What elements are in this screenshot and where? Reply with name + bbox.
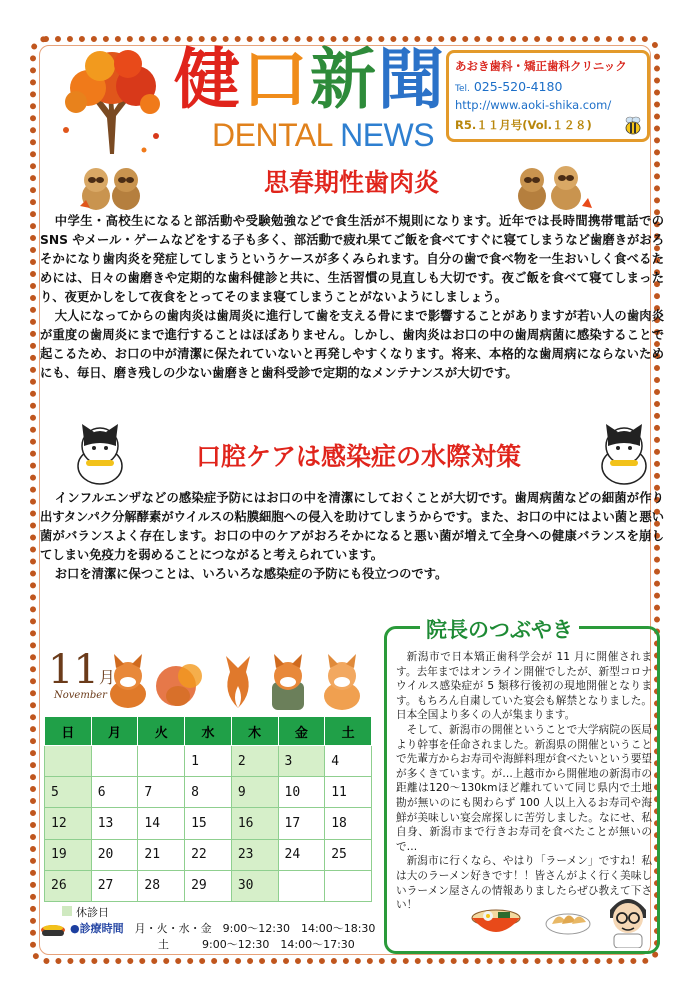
title-char-4: 聞	[378, 41, 446, 118]
title-char-1: 健	[174, 41, 242, 118]
calendar-day-cell: 26	[45, 870, 92, 901]
closed-day-legend-swatch	[62, 906, 72, 916]
ramen-bowl-illustration	[470, 898, 522, 944]
section2-paragraph: お口を清潔に保つことは、いろいろな感染症の予防にも役立つのです。	[54, 567, 448, 581]
tel-number: 025-520-4180	[473, 79, 563, 94]
calendar-month-word: November	[54, 690, 107, 701]
title-char-2: 口	[242, 41, 310, 118]
director-paragraph: 新潟市に行くなら、やはり「ラーメン」ですね！私は大のラーメン好きです！！皆さんがよく行く美味しいラーメン屋さんの情報ありましたらぜひ教えて下さい！	[396, 855, 652, 912]
section2-body	[40, 489, 664, 584]
weekday-mon: 月	[91, 717, 138, 746]
calendar-day-cell: 7	[138, 777, 185, 808]
hours-saturday-value: 土 9:00～12:30 14:00～17:30	[158, 938, 355, 951]
calendar-day-cell: 25	[325, 839, 372, 870]
calendar-day-cell: 30	[231, 870, 278, 901]
director-paragraph: 新潟市で日本矯正歯科学会が 11 月に開催されます。去年まではオンライン開催でしたが、新型コロナウイルス感染症が 5 類移行後初の現地開催となります。もちろん自粛していた宴会も解禁となりました。日本全国より多くの人が集まります。	[396, 651, 652, 722]
weekday-sat: 土	[325, 717, 372, 746]
calendar-day-cell: 17	[278, 808, 325, 839]
calendar-day-cell	[138, 746, 185, 777]
weekday-fri: 金	[278, 717, 325, 746]
weekday-thu: 木	[231, 717, 278, 746]
newsletter-title	[174, 40, 446, 120]
calendar-day-cell	[91, 746, 138, 777]
calendar-weekday-row	[45, 717, 372, 746]
calendar-day-cell	[278, 870, 325, 901]
tanuki-right-illustration	[512, 162, 594, 212]
director-paragraph: そして、新潟市の開催ということで大学病院の医局より幹事を任命されました。新潟県の開催ということで先輩方からお寿司や海鮮料理が食べたいという要望が多くきています。が…上越市から開催地の新潟市の距離は120～130kmほど離れていて同じ県内で土地勘が無いのにも関わらず 100 人以上入るお寿司や海鮮が美味しい宴会席探しに苦労しました。なにせ、私自身、新潟市まで行きお寿司を食べたことが無いので…	[396, 723, 652, 853]
calendar-week-row	[45, 808, 372, 839]
calendar-day-cell: 20	[91, 839, 138, 870]
clinic-phone	[455, 79, 641, 94]
clinic-name: あおき歯科・矯正歯科クリニック	[455, 59, 627, 73]
calendar-day-cell: 27	[91, 870, 138, 901]
autumn-tree-illustration	[52, 46, 172, 156]
month-suffix: 月	[98, 668, 115, 687]
calendar-day-cell: 13	[91, 808, 138, 839]
calendar-day-cell: 24	[278, 839, 325, 870]
calendar-day-cell	[45, 746, 92, 777]
weekday-wed: 水	[185, 717, 232, 746]
calendar-week-row	[45, 839, 372, 870]
calendar-day-cell: 9	[231, 777, 278, 808]
bee-icon	[622, 114, 644, 136]
dentist-caricature-illustration	[604, 888, 652, 948]
calendar-day-cell: 23	[231, 839, 278, 870]
calendar-day-cell: 12	[45, 808, 92, 839]
calendar-day-cell	[325, 870, 372, 901]
title-char-3: 新	[310, 41, 378, 118]
calendar-day-cell: 29	[185, 870, 232, 901]
calendar-week-row	[45, 777, 372, 808]
cat-right-illustration	[588, 420, 660, 486]
dental-word: DENTAL	[212, 117, 341, 153]
calendar-day-cell: 6	[91, 777, 138, 808]
calendar-day-cell: 1	[185, 746, 232, 777]
director-column-body	[396, 650, 652, 913]
calendar-day-cell: 21	[138, 839, 185, 870]
calendar-day-cell: 18	[325, 808, 372, 839]
calendar-table	[44, 716, 372, 902]
calendar-week-row	[45, 746, 372, 777]
hours-weekday-value: 月・火・水・金 9:00～12:30 14:00～18:30	[134, 922, 376, 935]
section1-paragraph: 大人になってからの歯肉炎は歯周炎に進行して歯を支える骨にまで影響することがありますが若い人の歯肉炎が重度の歯周炎にまで進行することはほぼありません。しかし、歯肉炎はお口の中の歯周病菌に感染することで起こるため、お口の中が清潔に保たれていないと再発しやすくなります。将来、本格的な歯周病にならないためにも、毎日、磨き残しの少ない歯磨きと歯科受診で定期的なメンテナンスが大切です。	[40, 309, 664, 380]
calendar-day-cell: 22	[185, 839, 232, 870]
section2-title: 口腔ケアは感染症の水際対策	[196, 442, 522, 471]
calendar-day-cell: 3	[278, 746, 325, 777]
calendar-day-cell: 28	[138, 870, 185, 901]
hot-pot-icon	[40, 918, 66, 940]
section1-paragraph: 中学生・高校生になると部活動や受験勉強などで食生活が不規則になります。近年では長時間携帯電話での SNS やメール・ゲームなどをする子も多く、部活動で疲れ果てご飯を食べてすぐに寝てしまうなど歯磨きがおろそかになり歯肉炎を発症してしまうというケースが多くみられます。自分の歯で食べ物を一生おいしく食べるためには、日々の歯磨きや定期的な歯科健診と共に、生活習慣の見直しも大切です。夜ご飯を食べて寝てしまったり、夜更かしをして夜食をとってそのまま寝てしまうことがないようにしましょう。	[40, 214, 664, 304]
issue-number: R5.１１月号(Vol.１２８)	[455, 118, 592, 132]
calendar-day-cell: 10	[278, 777, 325, 808]
hours-saturday	[70, 936, 355, 952]
dental-news-title	[212, 118, 434, 152]
calendar-week-row	[45, 870, 372, 901]
director-column-title: 院長のつぶやき	[420, 614, 579, 644]
tel-label: Tel.	[455, 84, 470, 94]
calendar-day-cell: 19	[45, 839, 92, 870]
section1-body	[40, 212, 664, 383]
hours-weekdays	[70, 920, 375, 936]
calendar-day-cell: 2	[231, 746, 278, 777]
cat-left-illustration	[64, 420, 136, 486]
section2-paragraph: インフルエンザなどの感染症予防にはお口の中を清潔にしておくことが大切です。歯周病菌などの細菌が作り出すタンパク分解酵素がウイルスの粘膜細胞への侵入を助けてしまうからです。また、お口の中にはよい菌と悪い菌がバランスよく存在します。お口の中のケアがおろそかになると悪い菌が増えて全身への健康バランスを崩してしまい免疫力を弱めることにつながると考えられています。	[40, 491, 664, 562]
hours-label: ●診療時間	[70, 922, 124, 935]
clinic-url[interactable]: http://www.aoki-shika.com/	[455, 98, 612, 112]
calendar-day-cell: 11	[325, 777, 372, 808]
calendar-day-cell: 15	[185, 808, 232, 839]
month-number: 11	[48, 647, 99, 693]
weekday-tue: 火	[138, 717, 185, 746]
closed-day-legend-label: 休診日	[76, 906, 109, 919]
tanuki-left-illustration	[74, 162, 148, 212]
clinic-info-box	[446, 50, 650, 142]
section1-title: 思春期性歯肉炎	[264, 168, 440, 197]
calendar-day-cell: 14	[138, 808, 185, 839]
calendar-day-cell: 16	[231, 808, 278, 839]
calendar-day-cell: 4	[325, 746, 372, 777]
calendar-day-cell: 8	[185, 777, 232, 808]
weekday-sun: 日	[45, 717, 92, 746]
calendar-day-cell: 5	[45, 777, 92, 808]
gyoza-plate-illustration	[544, 902, 592, 938]
news-word: NEWS	[340, 117, 435, 153]
